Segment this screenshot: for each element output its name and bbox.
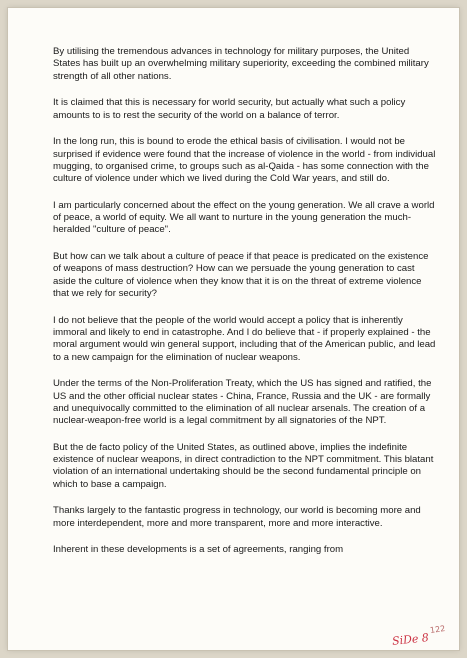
paragraph-6: I do not believe that the people of the world would accept a policy that is inherently immoral and likely to end in catastrophe. And I do believe that - if properly explained - the moral argument would win general support, including that of the American public, and lead to a new campaign for the elimination of nuclear weapons. xyxy=(53,314,436,363)
paragraph-2: It is claimed that this is necessary for world security, but actually what such a policy amounts to is to rest the security of the world on a balance of terror. xyxy=(53,97,406,121)
corner-annotation: 122 xyxy=(429,623,446,636)
paragraph-3: In the long run, this is bound to erode the ethical basis of civilisation. I would not be surprised if evidence were found that the increase of violence in the world - from individual mugging, to organised crime, to groups such as al-Qaida - has some connection with the culture of violence under which we lived during the Cold War years, and still do. xyxy=(53,136,436,185)
document-page xyxy=(8,8,459,650)
paragraph-7: Under the terms of the Non-Proliferation Treaty, which the US has signed and ratified, the US and the other official nuclear states - China, France, Russia and the UK - are formally and unequivocally committed to the elimination of all nuclear arsenals. The creation of a nuclear-weapon-free world is a legal commitment by all signatories of the NPT. xyxy=(53,378,432,427)
paragraph-10: Inherent in these developments is a set of agreements, ranging from xyxy=(53,544,344,556)
document-body xyxy=(53,46,438,571)
paragraph-1: By utilising the tremendous advances in technology for military purposes, the United States has built up an overwhelming military superiority, exceeding the combined military strength of all other nations. xyxy=(53,46,429,82)
paragraph-5: But how can we talk about a culture of peace if that peace is predicated on the existence of weapons of mass destruction? How can we persuade the young generation to cast aside the culture of violence when they know that it is on the threat of extreme violence that we rely for security? xyxy=(53,251,429,300)
paragraph-9: Thanks largely to the fantastic progress in technology, our world is becoming more and more interdependent, more and more transparent, more and more interactive. xyxy=(53,505,421,529)
paragraph-8: But the de facto policy of the United States, as outlined above, implies the indefinite existence of nuclear weapons, in direct contradiction to the NPT commitment. This blatant violation of an international undertaking should be the second fundamental principle on which to base a campaign. xyxy=(53,441,434,490)
page-annotation: SiDe 8 xyxy=(391,631,430,648)
paragraph-4: I am particularly concerned about the effect on the young generation. We all crave a world of peace, a world of equity. We all want to nurture in the young generation the much-heralded "culture of peace". xyxy=(53,199,435,236)
